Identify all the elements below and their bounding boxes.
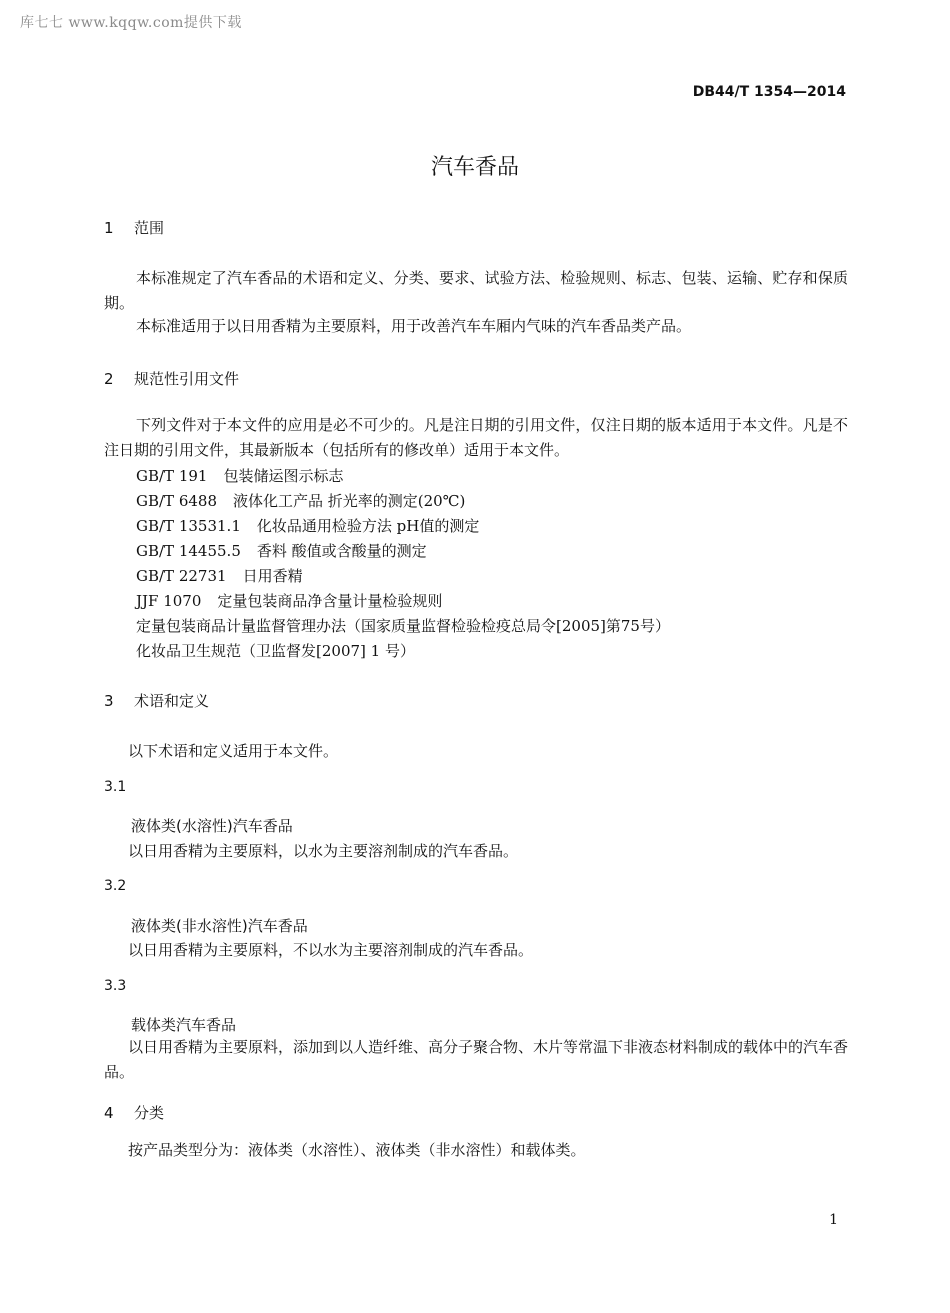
section-title: 范围 [134,219,165,237]
section-3-heading [104,690,209,711]
reference-item [136,565,303,586]
section-number: 1 [104,219,114,237]
reference-item [136,515,479,536]
reference-extra-2: 化妆品卫生规范（卫监督发[2007] 1 号） [136,642,415,660]
reference-code: GB/T 6488 [136,492,218,510]
reference-extra-1: 定量包装商品计量监督管理办法（国家质量监督检验检疫总局令[2005]第75号） [136,617,670,635]
term-definition: 以日用香精为主要原料，添加到以人造纤维、高分子聚合物、木片等常温下非液态材料制成的载体中的汽车香品。 [104,1038,849,1081]
term-name: 液体类(水溶性)汽车香品 [131,817,293,835]
term-number: 3.1 [104,779,127,795]
document-title: 汽车香品 [430,155,519,180]
section-4-heading [104,1102,164,1123]
section-number: 4 [104,1104,114,1122]
term-number: 3.3 [104,978,127,994]
term-number: 3.2 [104,878,127,894]
references-intro: 下列文件对于本文件的应用是必不可少的。凡是注日期的引用文件，仅注日期的版本适用于本文件。凡是不注日期的引用文件，其最新版本（包括所有的修改单）适用于本文件。 [104,416,848,459]
section-2-heading [104,368,239,389]
reference-code: GB/T 22731 [136,567,227,585]
document-code: DB44/T 1354—2014 [692,84,846,100]
scope-paragraph-1: 本标准规定了汽车香品的术语和定义、分类、要求、试验方法、检验规则、标志、包装、运输、贮存和保质期。 [104,269,848,312]
reference-code: JJF 1070 [136,592,202,610]
reference-title: 包装储运图示标志 [223,467,344,485]
reference-code: GB/T 13531.1 [136,517,241,535]
reference-title: 定量包装商品净含量计量检验规则 [217,592,443,610]
page-number: 1 [829,1212,838,1228]
section-number: 2 [104,370,114,388]
term-definition: 以日用香精为主要原料，不以水为主要溶剂制成的汽车香品。 [128,941,534,959]
terms-intro: 以下术语和定义适用于本文件。 [128,742,339,760]
reference-title: 化妆品通用检验方法 pH值的测定 [256,517,480,535]
section-title: 规范性引用文件 [134,370,240,388]
section-title: 分类 [134,1104,165,1122]
section-title: 术语和定义 [134,692,210,710]
term-name: 载体类汽车香品 [131,1016,237,1034]
watermark: 库七七 www.kqqw.com提供下载 [20,15,242,31]
term-definition: 以日用香精为主要原料，以水为主要溶剂制成的汽车香品。 [128,842,519,860]
reference-code: GB/T 191 [136,467,208,485]
reference-item [136,590,442,611]
reference-code: GB/T 14455.5 [136,542,241,560]
section-1-heading [104,217,164,238]
reference-item [136,465,343,486]
classification-text: 按产品类型分为：液体类（水溶性）、液体类（非水溶性）和载体类。 [128,1141,586,1159]
reference-title: 香料 酸值或含酸量的测定 [256,542,427,560]
scope-paragraph-2: 本标准适用于以日用香精为主要原料，用于改善汽车车厢内气味的汽车香品类产品。 [136,317,692,335]
reference-item [136,540,427,561]
section-number: 3 [104,692,114,710]
reference-title: 日用香精 [242,567,303,585]
reference-title: 液体化工产品 折光率的测定(20℃) [233,492,466,510]
reference-item [136,490,465,511]
term-name: 液体类(非水溶性)汽车香品 [131,917,308,935]
